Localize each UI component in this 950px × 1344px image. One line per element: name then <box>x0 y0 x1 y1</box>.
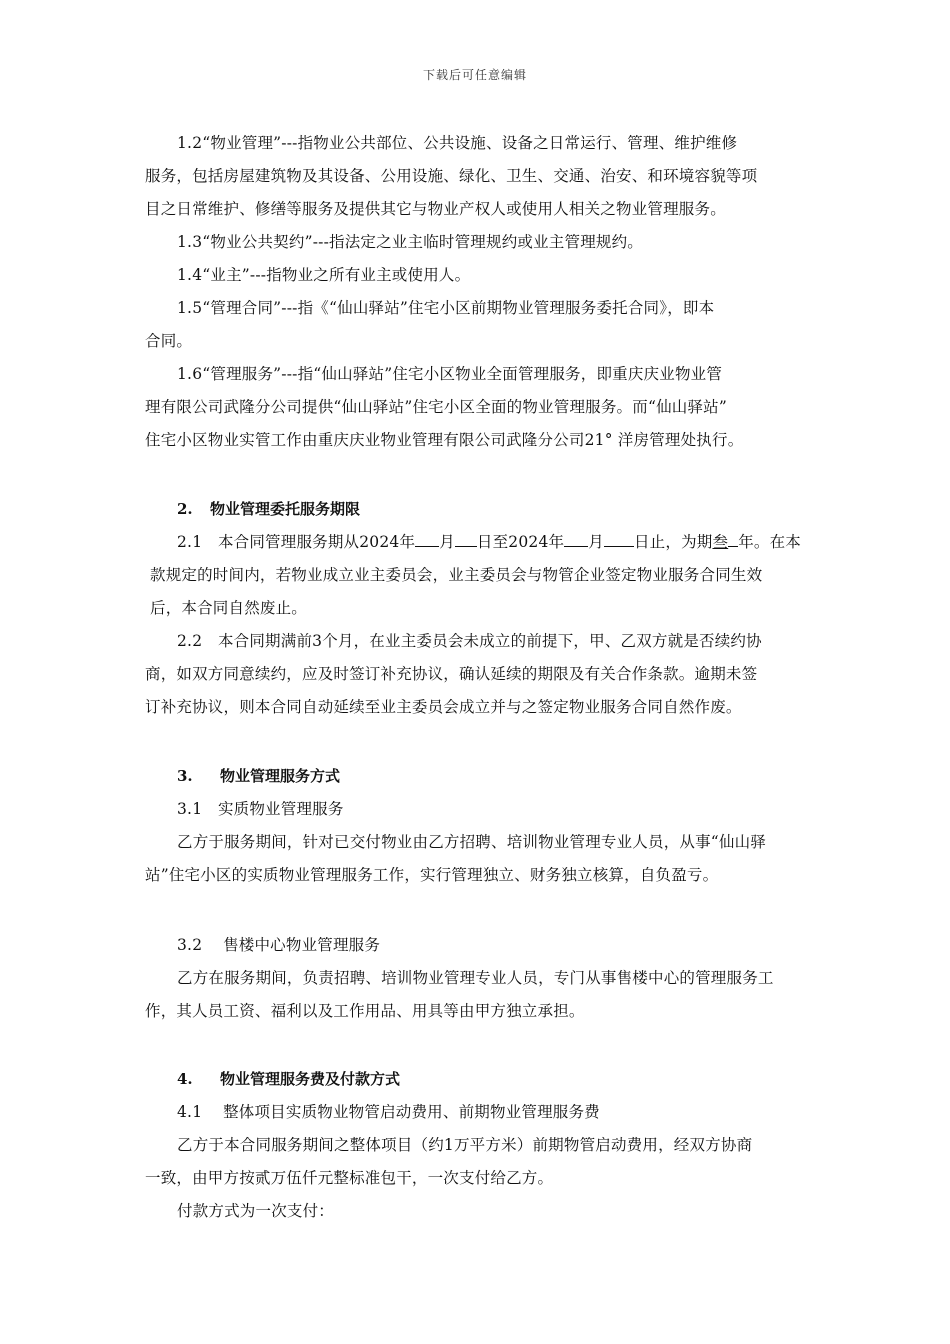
clause-2-1-text-a: 2.1 本合同管理服务期从2024年 <box>177 533 416 551</box>
section-2-title: 物业管理委托服务期限 <box>210 500 361 518</box>
clause-2-1-text-f: 年。在本 <box>738 533 801 551</box>
clause-1-3: 1.3“物业公共契约”---指法定之业主临时管理规约或业主管理规约。 <box>177 233 644 251</box>
month-blank <box>415 532 439 547</box>
clause-1-6-line-2: 理有限公司武隆分公司提供“仙山驿站”住宅小区全面的物业管理服务。而“仙山驿站” <box>145 398 727 416</box>
section-3-number: 3. <box>177 767 193 785</box>
clause-1-5-line-2: 合同。 <box>145 332 193 350</box>
clause-3-1: 3.1 实质物业管理服务 <box>177 800 344 818</box>
term-years: 叁 <box>712 533 729 551</box>
clause-1-2-line-1: 1.2“物业管理”---指物业公共部位、公共设施、设备之日常运行、管理、维护维修 <box>177 134 738 152</box>
clause-3-1-body-line-2: 站”住宅小区的实质物业管理服务工作，实行管理独立、财务独立核算，自负盈亏。 <box>145 866 719 884</box>
clause-2-1-text-d: 月 <box>588 533 604 551</box>
clause-2-2-line-1: 2.2 本合同期满前3个月，在业主委员会未成立的前提下，甲、乙双方就是否续约协 <box>177 632 762 650</box>
clause-1-5-line-1: 1.5“管理合同”---指《“仙山驿站”住宅小区前期物业管理服务委托合同》，即本 <box>177 299 715 317</box>
clause-4-1-body-line-2: 一致，由甲方按贰万伍仟元整标准包干，一次支付给乙方。 <box>145 1169 554 1187</box>
clause-2-1-text-e: 日止，为期 <box>633 533 713 551</box>
clause-2-1-text-c: 日至2024年 <box>476 533 565 551</box>
clause-4-1-body-line-1: 乙方于本合同服务期间之整体项目（约1万平方米）前期物管启动费用，经双方协商 <box>177 1136 753 1154</box>
clause-2-2-line-2: 商，如双方同意续约，应及时签订补充协议，确认延续的期限及有关合作条款。逾期未签 <box>145 665 758 683</box>
clause-2-1-line-1 <box>177 526 810 559</box>
clause-3-1-body-line-1: 乙方于服务期间，针对已交付物业由乙方招聘、培训物业管理专业人员，从事“仙山驿 <box>177 833 767 851</box>
clause-1-4: 1.4“业主”---指物业之所有业主或使用人。 <box>177 266 471 284</box>
clause-1-2-line-2: 服务，包括房屋建筑物及其设备、公用设施、绿化、卫生、交通、治安、和环境容貌等项 <box>145 167 758 185</box>
clause-1-6-line-1: 1.6“管理服务”---指“仙山驿站”住宅小区物业全面管理服务，即重庆庆业物业管 <box>177 365 723 383</box>
clause-3-2-body-line-2: 作，其人员工资、福利以及工作用品、用具等由甲方独立承担。 <box>145 1002 585 1020</box>
payment-method: 付款方式为一次支付： <box>177 1202 335 1220</box>
end-day-blank <box>604 532 634 547</box>
clause-3-2-body-line-1: 乙方在服务期间，负责招聘、培训物业管理专业人员，专门从事售楼中心的管理服务工 <box>177 969 774 987</box>
clause-1-6-line-3: 住宅小区物业实管工作由重庆庆业物业管理有限公司武隆分公司21° 洋房管理处执行。 <box>145 431 744 449</box>
page-header: 下载后可任意编辑 <box>422 68 527 82</box>
day-blank <box>455 532 477 547</box>
section-3-title: 物业管理服务方式 <box>220 767 341 785</box>
clause-4-1: 4.1 整体项目实质物业物管启动费用、前期物业管理服务费 <box>177 1103 600 1121</box>
clause-2-1-line-3: 后，本合同自然废止。 <box>150 599 308 617</box>
clause-2-2-line-3: 订补充协议，则本合同自动延续至业主委员会成立并与之签定物业服务合同自然作废。 <box>145 698 742 716</box>
clause-2-1-line-2: 款规定的时间内，若物业成立业主委员会，业主委员会与物管企业签定物业服务合同生效 <box>150 566 763 584</box>
clause-3-2: 3.2 售楼中心物业管理服务 <box>177 936 381 954</box>
section-4-title: 物业管理服务费及付款方式 <box>220 1070 401 1088</box>
clause-2-1-text-b: 月 <box>439 533 455 551</box>
term-blank <box>728 532 738 547</box>
section-4-number: 4. <box>177 1070 193 1088</box>
end-month-blank <box>564 532 588 547</box>
clause-1-2-line-3: 目之日常维护、修缮等服务及提供其它与物业产权人或使用人相关之物业管理服务。 <box>145 200 726 218</box>
section-2-number: 2. <box>177 500 193 518</box>
